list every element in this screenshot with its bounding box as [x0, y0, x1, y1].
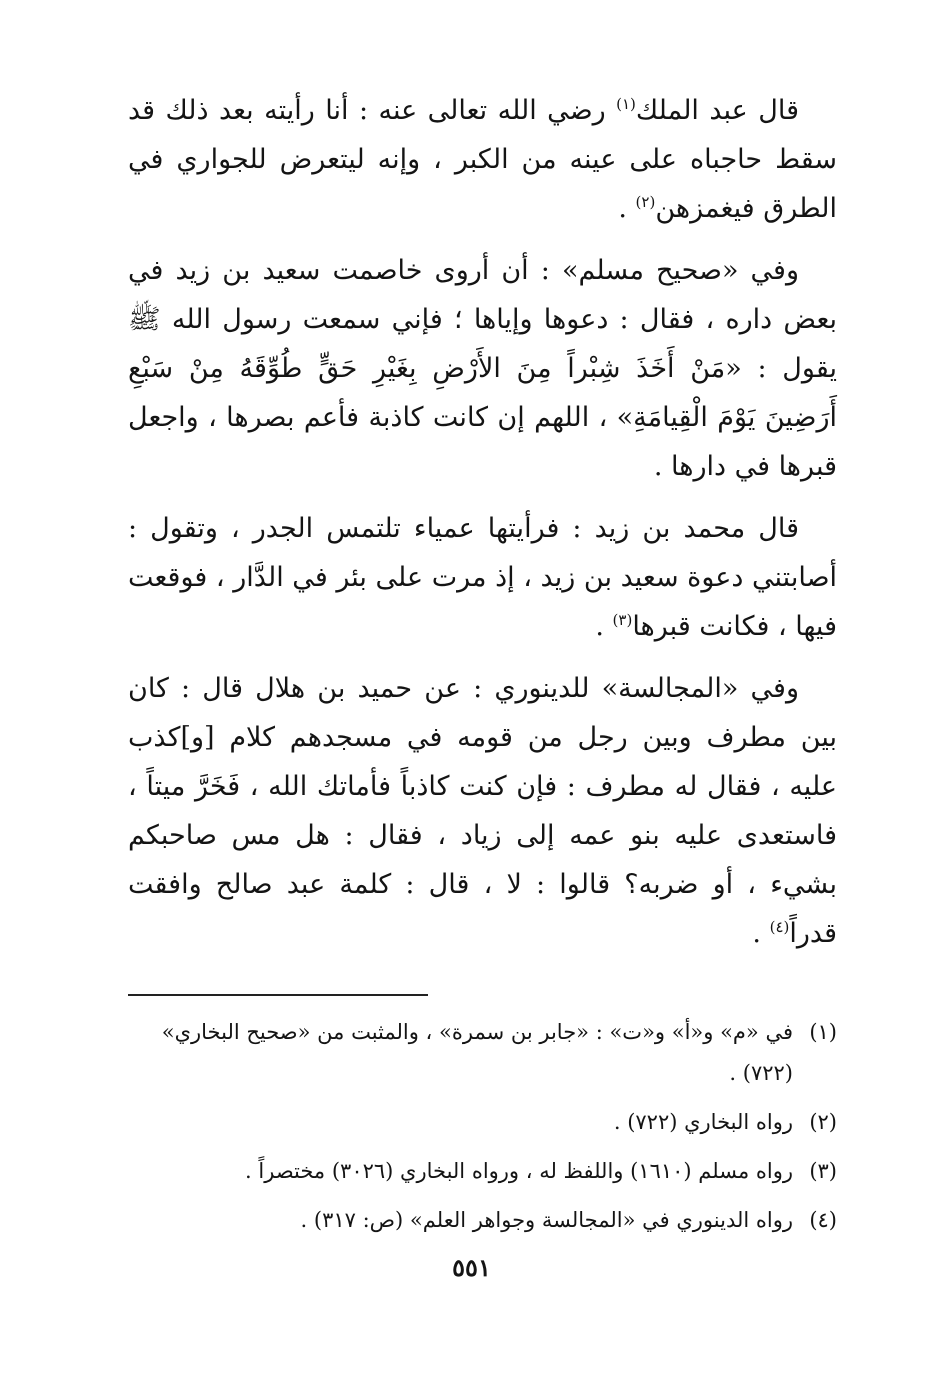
footnote-1	[128, 1012, 837, 1094]
paragraph-text: .	[752, 918, 770, 949]
paragraph-text: .	[618, 193, 636, 224]
footnote-2	[128, 1102, 837, 1143]
footnote-reference: (٣)	[612, 611, 633, 629]
footnote-number: (٤)	[809, 1208, 837, 1232]
paragraph-3	[128, 504, 837, 651]
paragraph-4	[128, 664, 837, 958]
footnote-reference: (١)	[616, 95, 636, 113]
page-number: ٥٥١	[452, 1253, 491, 1282]
footnote-reference: (٤)	[769, 918, 790, 936]
footnote-text: رواه مسلم (١٦١٠) واللفظ له ، ورواه البخاري (٣٠٢٦) مختصراً .	[245, 1159, 793, 1183]
paragraph-1	[128, 86, 837, 233]
footnote-text: رواه الدينوري في «المجالسة وجواهر العلم» (ص: ٣١٧) .	[300, 1208, 793, 1232]
footnote-text: في «م» و«أ» و«ت» : «جابر بن سمرة» ، والمثبت من «صحيح البخاري» (٧٢٢) .	[161, 1020, 793, 1085]
paragraph-text: رضي الله تعالى عنه : أنا رأيته بعد ذلك قد سقط حاجباه على عينه من الكبر ، وإنه ليتعرض للجواري في الطرق فيغمزهن	[128, 95, 837, 224]
footnote-number: (٢)	[809, 1110, 837, 1134]
footnote-3	[128, 1151, 837, 1192]
footnote-number: (٣)	[809, 1159, 837, 1183]
paragraph-text: قال محمد بن زيد : فرأيتها عمياء تلتمس الجدر ، وتقول : أصابتني دعوة سعيد بن زيد ، إذ مرت على بئر في الدَّار ، فوقعت فيها ، فكانت قبرها	[128, 513, 837, 642]
footnote-separator	[128, 994, 428, 996]
paragraph-2	[128, 246, 837, 491]
footnote-4	[128, 1200, 837, 1241]
paragraph-text: وفي «صحيح مسلم» : أن أروى خاصمت سعيد بن زيد في بعض داره ، فقال : دعوها وإياها ؛ فإني سمعت رسول الله ﷺ يقول : «مَنْ أَخَذَ شِبْراً مِنَ الأَرْضِ بِغَيْرِ حَقٍّ طُوِّقَهُ مِنْ سَبْعِ أَرَضِينَ يَوْمَ الْقِيامَةِ» ، اللهم إن كانت كاذبة فأعم بصرها ، واجعل قبرها في دارها .	[128, 255, 837, 482]
footnote-text: رواه البخاري (٧٢٢) .	[613, 1110, 793, 1134]
main-text	[128, 86, 837, 958]
paragraph-text: .	[595, 611, 613, 642]
paragraph-text: وفي «المجالسة» للدينوري : عن حميد بن هلال قال : كان بين مطرف وبين رجل من قومه في مسجدهم كلام [و]كذب عليه ، فقال له مطرف : فإن كنت كاذباً فأماتك الله ، فَخَرَّ ميتاً ، فاستعدى عليه بنو عمه إلى زياد ، فقال : هل مس صاحبكم بشيء ، أو ضربه؟ قالوا : لا ، قال : كلمة عبد صالح وافقت قدراً	[128, 673, 837, 949]
footnote-number: (١)	[809, 1020, 837, 1044]
paragraph-text: قال عبد الملك	[635, 95, 799, 126]
footnote-reference: (٢)	[635, 193, 656, 211]
footnotes	[128, 1012, 837, 1241]
